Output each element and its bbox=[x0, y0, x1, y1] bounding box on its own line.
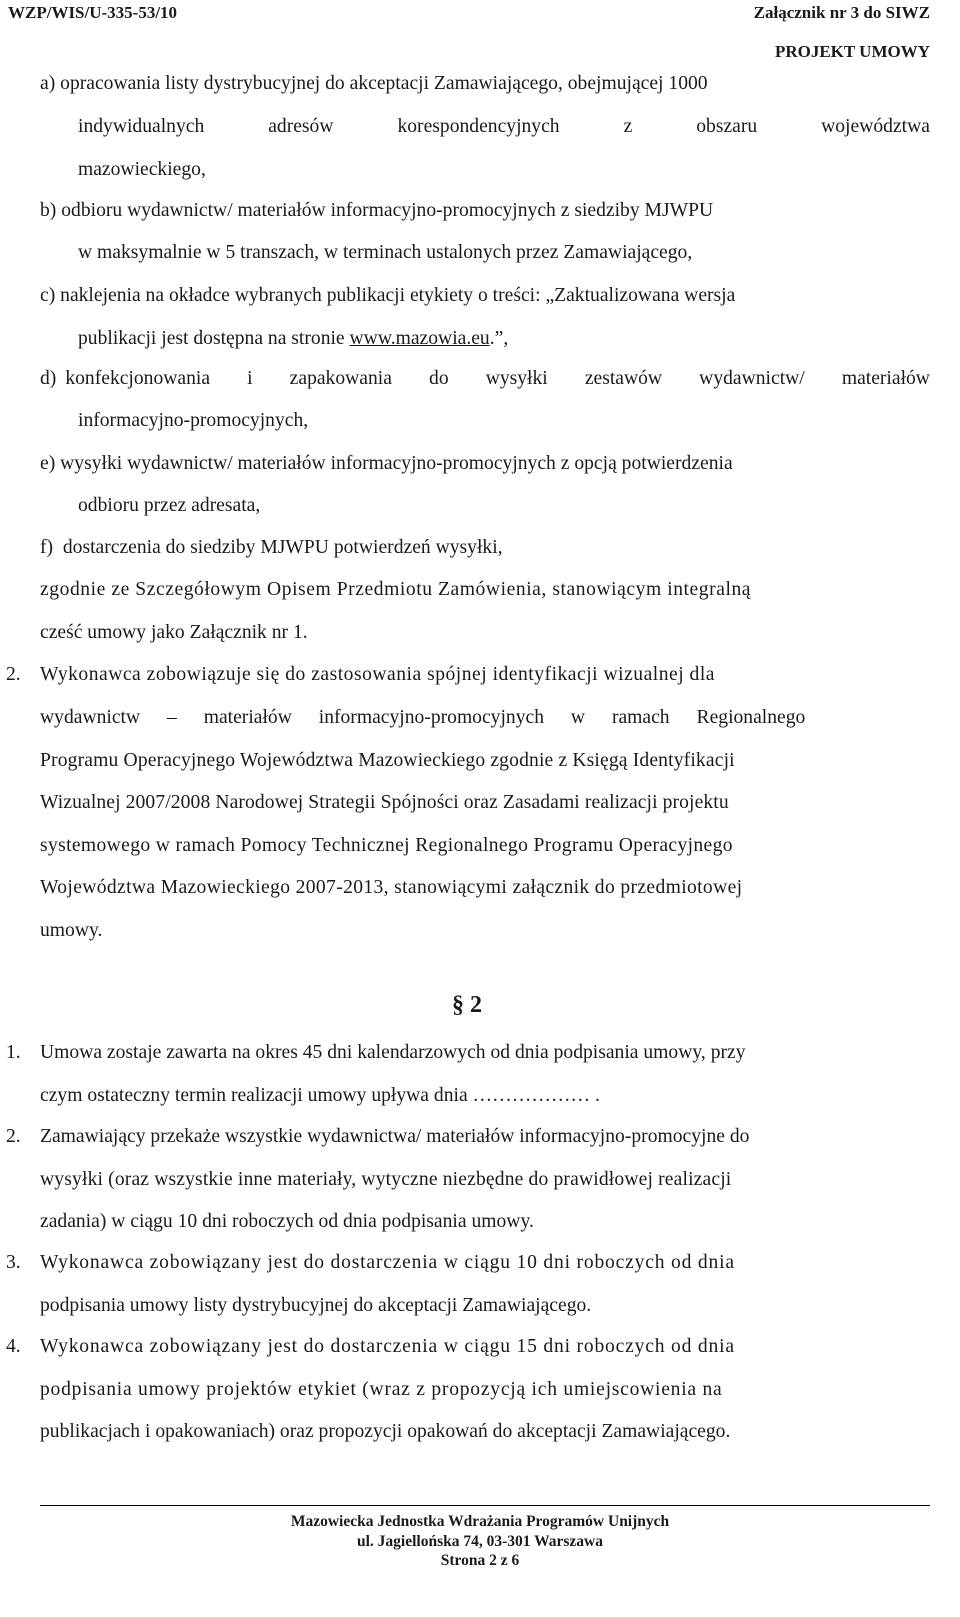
word: materiałów bbox=[841, 368, 930, 389]
item-text: publikacji jest dostępna na stronie bbox=[78, 328, 350, 349]
paragraph-line: Wykonawca zobowiązany jest do dostarczenia w ciągu 15 dni roboczych od dnia bbox=[40, 1336, 735, 1357]
word: i bbox=[247, 368, 253, 389]
paragraph-line: wysyłki (oraz wszystkie inne materiały, wytyczne niezbędne do prawidłowej realizacji bbox=[40, 1168, 732, 1190]
paragraph-line: Wykonawca zobowiązany jest do dostarczenia w ciągu 10 dni roboczych od dnia bbox=[40, 1252, 735, 1273]
item-text: wysyłki wydawnictw/ materiałów informacyjno-promocyjnych z opcją potwierdzenia bbox=[60, 453, 733, 474]
word: do bbox=[429, 368, 449, 389]
list-item-d-cont bbox=[78, 400, 930, 443]
paragraph-line: Wizualnej 2007/2008 Narodowej Strategii Spójności oraz Zasadami realizacji projektu bbox=[40, 792, 729, 813]
item-text: w maksymalnie w 5 transzach, w terminach ustalonych przez Zamawiającego, bbox=[78, 242, 693, 263]
list-item-b-cont bbox=[78, 232, 930, 275]
section-heading: § 2 bbox=[452, 992, 482, 1018]
paragraph-line: zgodnie ze Szczegółowym Opisem Przedmiotu Zamówienia, stanowiącym integralną bbox=[40, 579, 752, 600]
item-text: opracowania listy dystrybucyjnej do akceptacji Zamawiającego, obejmującej 1000 bbox=[60, 73, 708, 94]
point-number: 4. bbox=[6, 1336, 21, 1357]
paragraph-line: Województwa Mazowieckiego 2007-2013, stanowiącymi załącznik do przedmiotowej bbox=[40, 877, 743, 898]
paragraph-line: Programu Operacyjnego Województwa Mazowieckiego zgodnie z Księgą Identyfikacji bbox=[40, 749, 735, 771]
item-label: d) bbox=[40, 368, 57, 389]
paragraph-line: wydawnictw – materiałów informacyjno-promocyjnych w ramach Regionalnego bbox=[40, 707, 806, 728]
item-label: f) bbox=[40, 537, 54, 558]
paragraph-line: cześć umowy jako Załącznik nr 1. bbox=[40, 621, 308, 643]
item-label: e) bbox=[40, 453, 56, 474]
list-item-c bbox=[40, 275, 930, 318]
item-label: b) bbox=[40, 200, 57, 221]
item-text: informacyjno-promocyjnych, bbox=[78, 410, 309, 431]
header-draft-label: PROJEKT UMOWY bbox=[774, 42, 930, 61]
word: wydawnictw/ bbox=[699, 368, 805, 389]
paragraph-line: Zamawiający przekaże wszystkie wydawnictwa/ materiałów informacyjno-promocyjne do bbox=[40, 1126, 750, 1147]
list-item-f bbox=[40, 527, 930, 570]
footer-page-number: Strona 2 z 6 bbox=[440, 1552, 520, 1569]
point-2-cont bbox=[40, 697, 930, 952]
website-link[interactable]: www.mazowia.eu bbox=[349, 328, 490, 349]
word: konfekcjonowania bbox=[65, 368, 211, 389]
paragraph-line: umowy. bbox=[40, 919, 103, 941]
paragraph-line: czym ostateczny termin realizacji umowy upływa dnia ……………… . bbox=[40, 1084, 600, 1106]
paragraph-line: systemowego w ramach Pomocy Technicznej Regionalnego Programu Operacyjnego bbox=[40, 834, 733, 856]
list-item-b bbox=[40, 190, 930, 233]
point-number: 2. bbox=[6, 664, 21, 685]
paragraph-line: publikacjach i opakowaniach) oraz propozycji opakowań do akceptacji Zamawiającego. bbox=[40, 1421, 731, 1442]
item-text: naklejenia na okładce wybranych publikacji etykiety o treści: „Zaktualizowana wersja bbox=[60, 285, 736, 306]
item-label: c) bbox=[40, 285, 56, 306]
item-text bbox=[65, 358, 930, 401]
paragraph-line: podpisania umowy listy dystrybucyjnej do akceptacji Zamawiającego. bbox=[40, 1294, 592, 1316]
list-item-a bbox=[40, 63, 930, 106]
point-number: 2. bbox=[6, 1126, 21, 1147]
word: wysyłki bbox=[485, 368, 548, 389]
paragraph-line: zadania) w ciągu 10 dni roboczych od dnia podpisania umowy. bbox=[40, 1211, 534, 1232]
item-text: odbioru wydawnictw/ materiałów informacyjno-promocyjnych z siedziby MJWPU bbox=[61, 200, 714, 221]
item-text: odbioru przez adresata, bbox=[78, 495, 261, 516]
paragraph-line: podpisania umowy projektów etykiet (wraz z propozycją ich umiejscowienia na bbox=[40, 1378, 723, 1400]
item-text bbox=[78, 106, 930, 149]
list-item-e-cont bbox=[78, 485, 930, 528]
word: województwa bbox=[821, 116, 930, 137]
footer-organization: Mazowiecka Jednostka Wdrażania Programów Unijnych bbox=[290, 1513, 670, 1530]
header-attachment-label: Załącznik nr 3 do SIWZ bbox=[753, 3, 930, 22]
header-document-id: WZP/WIS/U-335-53/10 bbox=[8, 3, 178, 22]
item-text: .”, bbox=[489, 328, 509, 349]
list-item-d bbox=[40, 358, 930, 401]
word: zestawów bbox=[584, 368, 663, 389]
paragraph-line: Umowa zostaje zawarta na okres 45 dni kalendarzowych od dnia podpisania umowy, przy bbox=[40, 1042, 746, 1063]
word: indywidualnych bbox=[78, 116, 205, 137]
word: z bbox=[623, 116, 633, 137]
footer-address: ul. Jagiellońska 74, 03-301 Warszawa bbox=[356, 1533, 603, 1550]
word: korespondencyjnych bbox=[397, 116, 560, 137]
point-number: 1. bbox=[6, 1042, 21, 1063]
item-text: mazowieckiego, bbox=[78, 158, 206, 180]
list-item-a-cont bbox=[78, 106, 930, 191]
footer-divider bbox=[40, 1505, 930, 1506]
item-text: dostarczenia do siedziby MJWPU potwierdzeń wysyłki, bbox=[62, 537, 503, 558]
word: zapakowania bbox=[289, 368, 392, 389]
word: obszaru bbox=[696, 116, 758, 137]
list-item-c-cont bbox=[78, 318, 930, 361]
item-label: a) bbox=[40, 73, 56, 94]
paragraph-line: Wykonawca zobowiązuje się do zastosowania spójnej identyfikacji wizualnej dla bbox=[40, 664, 715, 685]
list-item-e bbox=[40, 443, 930, 486]
point-number: 3. bbox=[6, 1252, 21, 1273]
word: adresów bbox=[268, 116, 334, 137]
closing-paragraph bbox=[40, 569, 930, 654]
